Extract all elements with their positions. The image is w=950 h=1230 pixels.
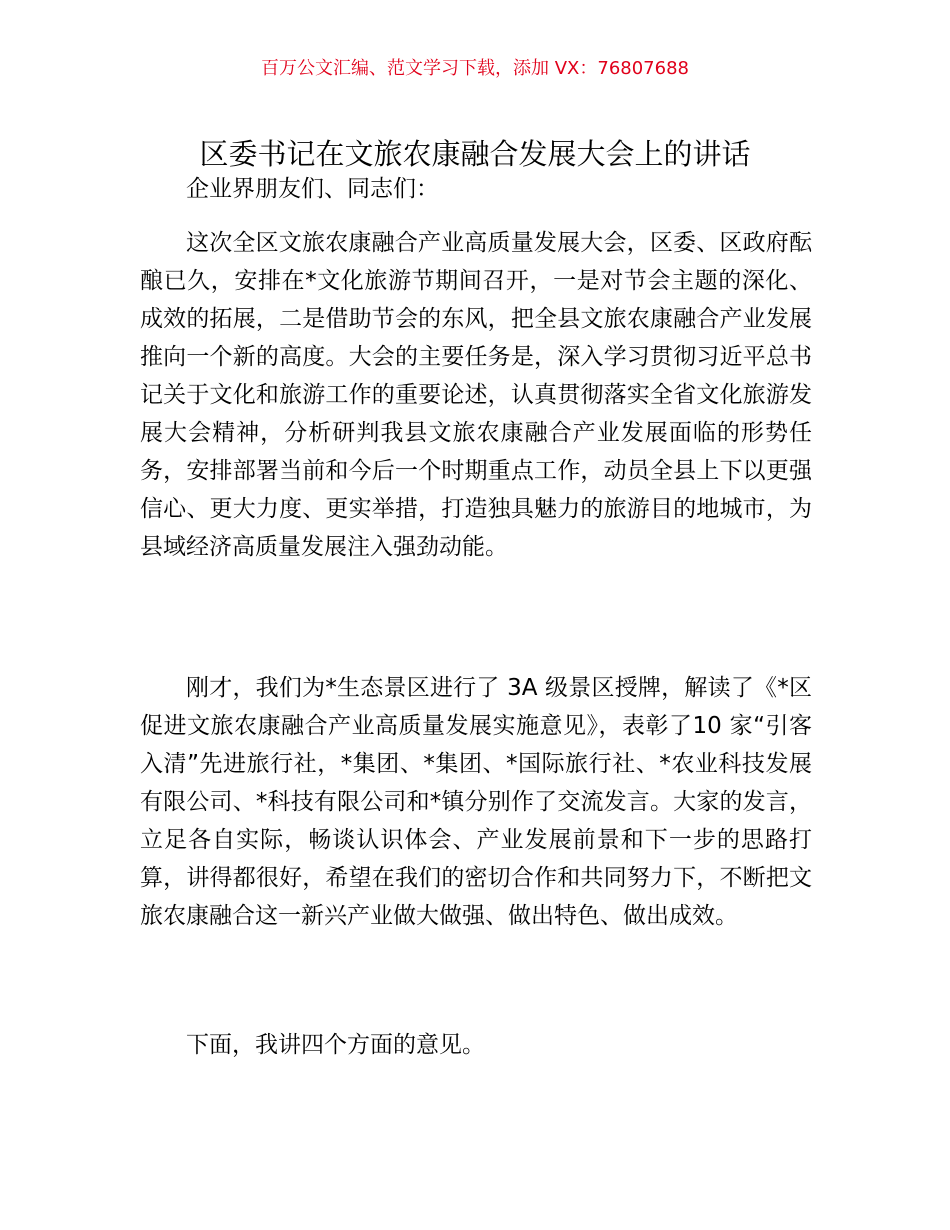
paragraph-block-3 [140, 1026, 812, 1064]
paragraph: 刚才，我们为*生态景区进行了 3A 级景区授牌，解读了《*区促进文旅农康融合产业高质量发展实施意见》，表彰了10 家“引客入清”先进旅行社，*集团、*集团、*国际旅行社、*农业科技发展有限公司、*科技有限公司和*镇分别作了交流发言。大家的发言，立足各自实际，畅谈认识体会、产业发展前景和下一步的思路打算，讲得都很好，希望在我们的密切合作和共同努力下，不断把文旅农康融合这一新兴产业做大做强、做出特色、做出成效。 [140, 675, 812, 929]
salutation: 企业界朋友们、同志们： [186, 176, 439, 202]
document-title: 区委书记在文旅农康融合发展大会上的讲话 [199, 137, 751, 172]
paragraph: 下面，我讲四个方面的意见。 [186, 1032, 485, 1058]
watermark-banner: 百万公文汇编、范文学习下载，添加 VX：76807688 [261, 58, 689, 79]
salutation-block [140, 170, 812, 208]
paragraph-block-1 [140, 224, 812, 566]
paragraph: 这次全区文旅农康融合产业高质量发展大会，区委、区政府酝酿已久，安排在*文化旅游节期间召开，一是对节会主题的深化、成效的拓展，二是借助节会的东风，把全县文旅农康融合产业发展推向一个新的高度。大会的主要任务是，深入学习贯彻习近平总书记关于文化和旅游工作的重要论述，认真贯彻落实全省文化旅游发展大会精神，分析研判我县文旅农康融合产业发展面临的形势任务，安排部署当前和今后一个时期重点工作，动员全县上下以更强信心、更大力度、更实举措，打造独具魅力的旅游目的地城市，为县域经济高质量发展注入强劲动能。 [140, 230, 812, 560]
paragraph-block-2 [140, 669, 812, 935]
